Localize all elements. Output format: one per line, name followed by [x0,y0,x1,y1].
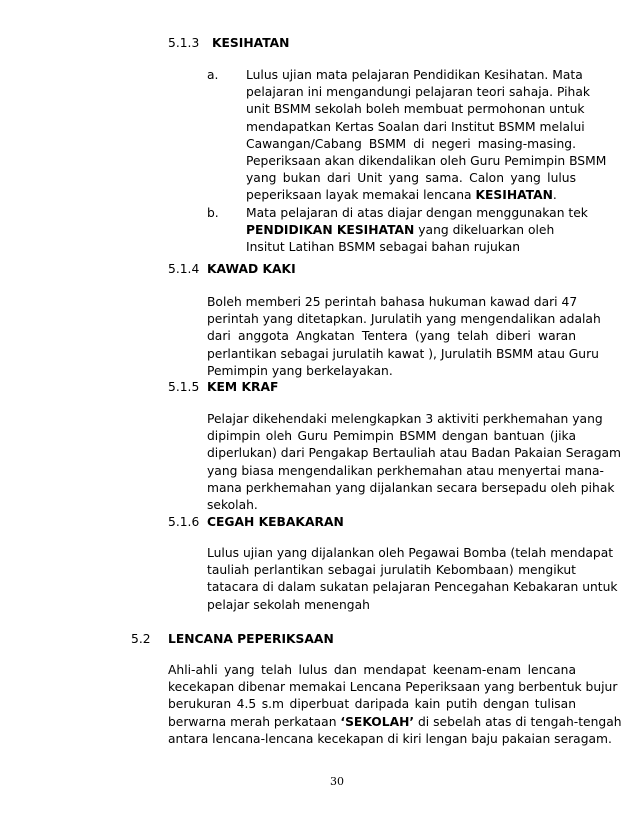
lencana-line: kecekapan dibenar memakai Lencana Peperiksaan yang berbentuk bujur [168,680,618,695]
cegah-kebakaran-line: pelajar sekolah menengah [207,597,370,612]
item-label-b: b. [207,206,219,220]
section-number-5-1-3: 5.1.3 [168,36,200,50]
item-b-line2-rest: yang dikeluarkan oleh [414,223,555,238]
item-a-paragraph [246,67,607,205]
kem-kraf-line: mana perkhemahan yang dijalankan secara bersepadu oleh pihak [207,480,615,495]
item-label-a: a. [207,68,219,82]
kem-kraf-line: yang biasa mengendalikan perkhemahan atau menyertai mana- [207,463,604,478]
lencana-line: Ahli-ahli yang telah lulus dan mendapat keenam-enam lencana [168,663,576,677]
section-number-5-1-4: 5.1.4 [168,262,200,276]
lencana-line4-pre: berwarna merah perkataan [168,714,341,729]
lencana-line: antara lencana-lencana kecekapan di kiri lengan baju pakaian seragam. [168,731,612,746]
pendidikan-kesihatan-emphasis: PENDIDIKAN KESIHATAN [246,223,415,238]
sekolah-emphasis: ‘SEKOLAH’ [340,714,415,729]
section-number-5-1-6: 5.1.6 [168,515,200,529]
item-b-paragraph [246,205,588,257]
kem-kraf-line: dipimpin oleh Guru Pemimpin BSMM dengan bantuan (jika [207,429,576,444]
kawad-kaki-line: Boleh memberi 25 perintah bahasa hukuman kawad dari 47 [207,295,578,309]
kem-kraf-line: diperlukan) dari Pengakap Bertauliah atau Badan Pakaian Seragam [207,446,622,461]
cegah-kebakaran-line: tauliah perlantikan sebagai jurulatih Kebombaan) mengikut [207,563,576,578]
section-title-kesihatan: KESIHATAN [212,36,290,50]
item-a-last-text: peperiksaan layak memakai lencana [246,188,476,203]
section-title-cegah-kebakaran: CEGAH KEBAKARAN [207,515,344,529]
item-a-line: yang bukan dari Unit yang sama. Calon yang lulus [246,171,576,186]
item-a-last-line [246,187,576,204]
page-number: 30 [330,775,344,788]
lencana-line: berukuran 4.5 s.m diperbuat daripada kain putih dengan tulisan [168,697,576,712]
item-a-line: Lulus ujian mata pelajaran Pendidikan Kesihatan. Mata [246,68,583,82]
item-a-line: mendapatkan Kertas Soalan dari Institut BSMM melalui [246,119,585,134]
item-a-last-period: . [552,188,557,203]
lencana-line [168,714,622,731]
section-number-5-1-5: 5.1.5 [168,380,200,394]
lencana-line4-post: di sebelah atas di tengah-tengah [414,714,622,729]
kawad-kaki-line: dari anggota Angkatan Tentera (yang telah diberi waran [207,329,576,344]
kesihatan-emphasis: KESIHATAN [475,188,553,203]
kem-kraf-line: sekolah. [207,498,258,513]
kem-kraf-paragraph [207,411,622,514]
kawad-kaki-line: perlantikan sebagai jurulatih kawat ), Jurulatih BSMM atau Guru [207,346,599,361]
item-b-line: Insitut Latihan BSMM sebagai bahan rujukan [246,240,521,255]
section-title-kawad-kaki: KAWAD KAKI [207,262,296,276]
item-a-line: Cawangan/Cabang BSMM di negeri masing-masing. [246,136,576,151]
kem-kraf-line: Pelajar dikehendaki melengkapkan 3 aktiviti perkhemahan yang [207,412,603,426]
item-b-line [246,222,576,239]
item-a-line: pelajaran ini mengandungi pelajaran teori sahaja. Pihak [246,85,591,100]
cegah-kebakaran-paragraph [207,545,618,614]
section-number-5-2: 5.2 [131,632,151,646]
item-a-line: unit BSMM sekolah boleh membuat permohonan untuk [246,102,585,117]
kawad-kaki-paragraph [207,294,601,380]
section-title-kem-kraf: KEM KRAF [207,380,279,394]
item-b-line: Mata pelajaran di atas diajar dengan menggunakan tek [246,206,588,220]
section-title-lencana-peperiksaan: LENCANA PEPERIKSAAN [168,632,334,646]
cegah-kebakaran-line: Lulus ujian yang dijalankan oleh Pegawai Bomba (telah mendapat [207,546,614,560]
lencana-paragraph [168,662,622,748]
item-a-line: Peperiksaan akan dikendalikan oleh Guru Pemimpin BSMM [246,154,607,169]
kawad-kaki-line: perintah yang ditetapkan. Jurulatih yang mengendalikan adalah [207,312,601,327]
kawad-kaki-line: Pemimpin yang berkelayakan. [207,363,393,378]
cegah-kebakaran-line: tatacara di dalam sukatan pelajaran Pencegahan Kebakaran untuk [207,580,618,595]
